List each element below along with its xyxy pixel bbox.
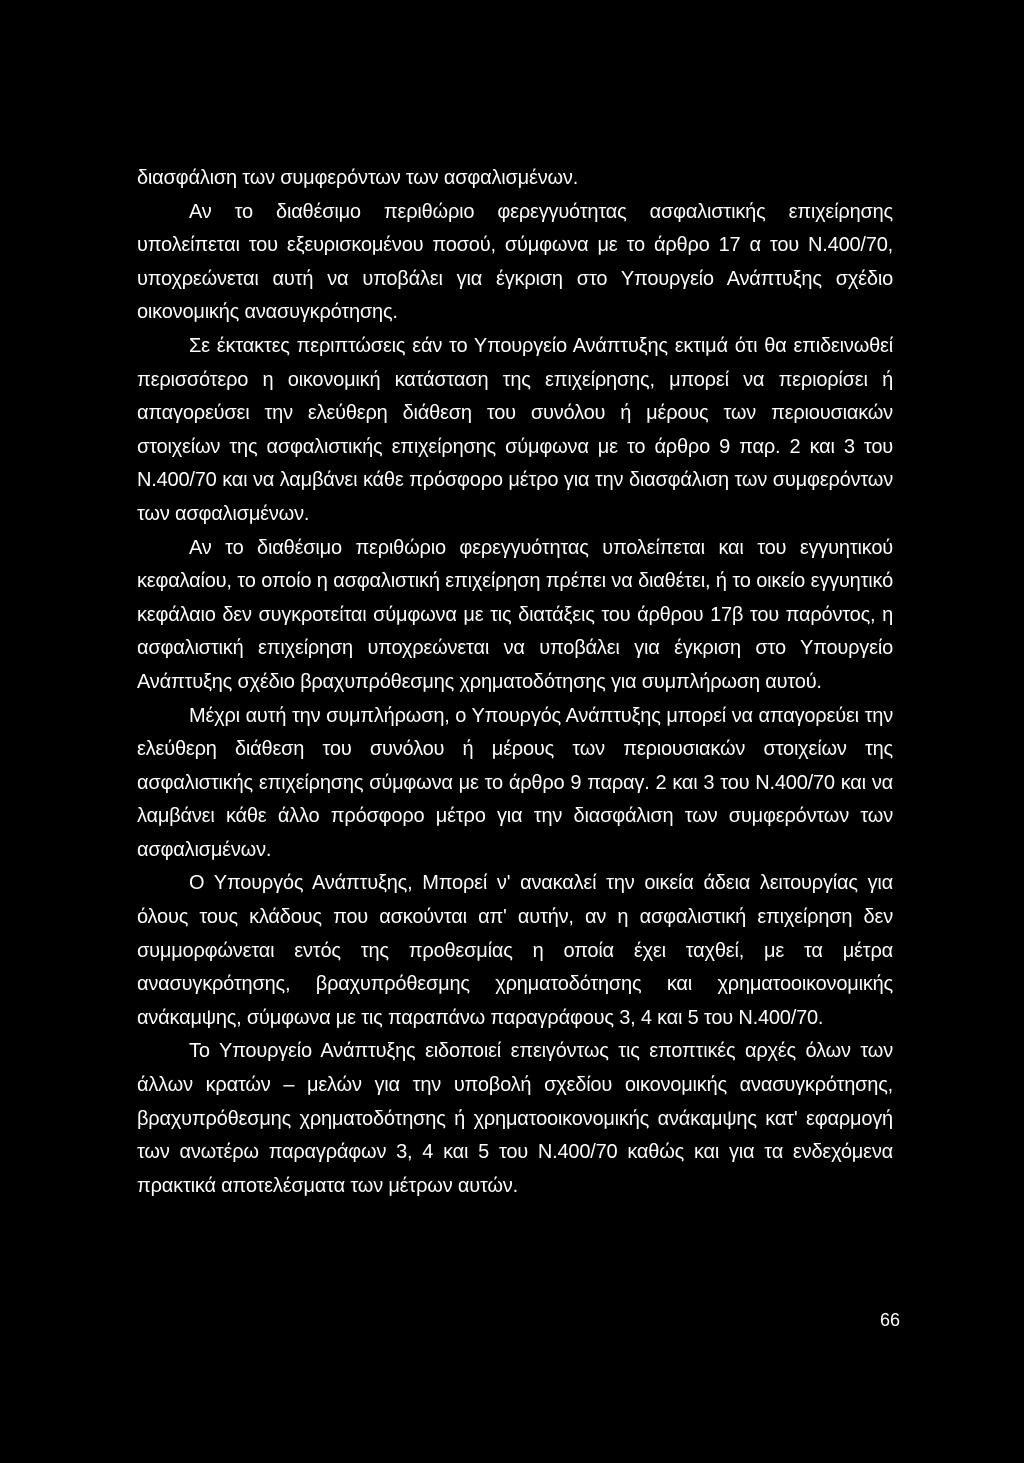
paragraph-until-completion: Μέχρι αυτή την συμπλήρωση, ο Υπουργός Ανάπτυξης μπορεί να απαγορεύει την ελεύθερη διάθεση του συνόλου ή μέρους των περιουσιακών στοιχείων της ασφαλιστικής επιχείρησης σύμφωνα με το άρθρο 9 παραγ. 2 και 3 του Ν.400/70 και να λαμβάνει κάθε άλλο πρόσφορο μέτρο για την διασφάλιση των συμφερόντων των ασφαλισμένων. — [137, 704, 893, 861]
paragraph-notification: Το Υπουργείο Ανάπτυξης ειδοποιεί επειγόντως τις εποπτικές αρχές όλων των άλλων κρατών – μελών για την υποβολή σχεδίου οικονομικής ανασυγκρότησης, βραχυπρόθεσμης χρηματοδότησης ή χρηματοοικονομικής ανάκαμψης κατ' εφαρμογή των ανωτέρω παραγράφων 3, 4 και 5 του Ν.400/70 καθώς και για τα ενδεχόμενα πρακτικά αποτελέσματα των μέτρων αυτών. — [137, 1040, 893, 1197]
paragraph-solvency-margin: Αν το διαθέσιμο περιθώριο φερεγγυότητας ασφαλιστικής επιχείρησης υπολείπεται του εξευρισκομένου ποσού, σύμφωνα με το άρθρο 17 α του Ν.400/70, υποχρεώνεται αυτή να υποβάλει για έγκριση στο Υπουργείο Ανάπτυξης σχέδιο οικονομικής ανασυγκρότησης. — [137, 200, 893, 324]
paragraph-exceptional-cases: Σε έκτακτες περιπτώσεις εάν το Υπουργείο Ανάπτυξης εκτιμά ότι θα επιδεινωθεί περισσότερο η οικονομική κατάσταση της επιχείρησης, μπορεί να περιορίσει ή απαγορεύσει την ελεύθερη διάθεση του συνόλου ή μέρους των περιουσιακών στοιχείων της ασφαλιστικής επιχείρησης σύμφωνα με το άρθρο 9 παρ. 2 και 3 του Ν.400/70 και να λαμβάνει κάθε πρόσφορο μέτρο για την διασφάλιση των συμφερόντων των ασφαλισμένων. — [137, 334, 893, 525]
paragraph-continuation: διασφάλιση των συμφερόντων των ασφαλισμένων. — [137, 167, 579, 189]
paragraph-license-revocation: Ο Υπουργός Ανάπτυξης, Μπορεί ν' ανακαλεί την οικεία άδεια λειτουργίας για όλους τους κλάδους που ασκούνται απ' αυτήν, αν η ασφαλιστική επιχείρηση δεν συμμορφώνεται εντός της προθεσμίας η οποία έχει ταχθεί, με τα μέτρα ανασυγκρότησης, βραχυπρόθεσμης χρηματοδότησης και χρηματοοικονομικής ανάκαμψης, σύμφωνα με τις παραπάνω παραγράφους 3, 4 και 5 του Ν.400/70. — [137, 872, 893, 1029]
paragraph-guarantee-fund: Αν το διαθέσιμο περιθώριο φερεγγυότητας υπολείπεται και του εγγυητικού κεφαλαίου, το οποίο η ασφαλιστική επιχείρηση πρέπει να διαθέτει, ή το οικείο εγγυητικό κεφάλαιο δεν συγκροτείται σύμφωνα με τις διατάξεις του άρθρου 17β του παρόντος, η ασφαλιστική επιχείρηση υποχρεώνεται να υποβάλει για έγκριση στο Υπουργείο Ανάπτυξης σχέδιο βραχυπρόθεσμης χρηματοδότησης για συμπλήρωση αυτού. — [137, 536, 893, 693]
page-number: 66 — [879, 1310, 900, 1330]
body-text — [137, 162, 893, 1203]
